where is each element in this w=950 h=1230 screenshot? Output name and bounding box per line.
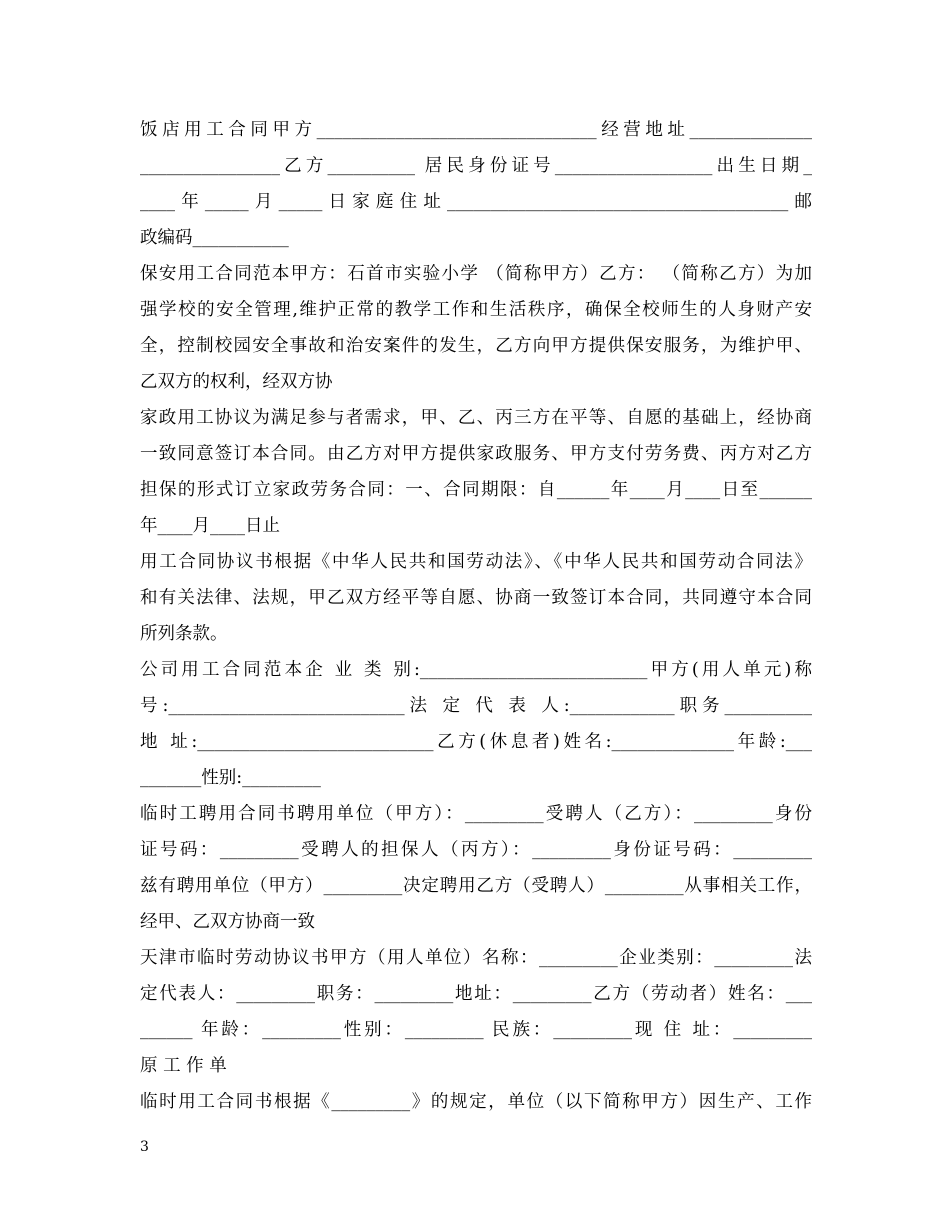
text-line: 临时用工合同书根据《_________》的规定，单位（以下简称甲方）因生产、工作 [140,1092,812,1112]
text-line: 临时工聘用合同书聘用单位（甲方）：_________受聘人（乙方）：_________身份 [140,804,812,824]
text-line: 饭店用工合同甲方________________________________经营地址______________ [140,120,812,140]
text-line: ____年_____月_____日家庭住址_______________________________________邮 [140,192,812,212]
text-line: 经甲、乙双方协商一致 [140,912,315,932]
text-line: 全，控制校园安全事故和治安案件的发生，乙方向甲方提供保安服务，为维护甲、 [140,336,812,356]
text-line: 担保的形式订立家政劳务合同：一、合同期限：自______年____月____日至______ [140,480,812,500]
text-line: 地 址:___________________________乙方(休息者)姓名:______________年龄:___ [140,732,812,752]
text-line: 天津市临时劳动协议书甲方（用人单位）名称：_________企业类别：_________法 [140,948,812,968]
text-line: 强学校的安全管理,维护正常的教学工作和生活秩序，确保全校师生的人身财产安 [140,300,812,320]
text-line: 乙双方的权利，经双方协 [140,372,333,392]
text-line: 和有关法律、法规，甲乙双方经平等自愿、协商一致签订本合同，共同遵守本合同 [140,588,812,608]
text-line: 用工合同协议书根据《中华人民共和国劳动法》、《中华人民共和国劳动合同法》 [140,552,812,572]
text-line: 证号码：_________受聘人的担保人（丙方）：_________身份证号码：_________ [140,840,812,860]
text-line: 所列条款。 [140,624,228,644]
document-body [140,112,812,1120]
text-line: 一致同意签订本合同。由乙方对甲方提供家政服务、甲方支付劳务费、丙方对乙方 [140,444,812,464]
text-line: 政编码___________ [140,228,289,248]
text-line: 公司用工合同范本企 业 类 别:__________________________甲方(用人单元)称 [140,660,812,680]
text-line: 家政用工协议为满足参与者需求，甲、乙、丙三方在平等、自愿的基础上，经协商 [140,408,812,428]
text-line: 保安用工合同范本甲方：石首市实验小学 （简称甲方）乙方： （简称乙方）为加 [140,264,812,284]
text-line: ______ 年龄：_________性别：_________ 民族：_________现 住 址：_________ [140,1020,812,1040]
text-line: 年____月____日止 [140,516,280,536]
text-line: 定代表人：_________职务：_________地址：_________乙方（劳动者）姓名：___ [140,984,812,1004]
text-line: _______性别:_________ [140,768,321,788]
page-number: 3 [140,1139,149,1155]
text-line: 兹有聘用单位（甲方）_________决定聘用乙方（受聘人）_________从事相关工作， [140,876,812,896]
text-line: 原 工 作 单 [140,1056,227,1076]
text-line: 号:___________________________法 定 代 表 人:____________职务__________ [140,696,812,716]
text-line: ________________乙方__________ 居民身份证号__________________出生日期_ [140,156,812,176]
